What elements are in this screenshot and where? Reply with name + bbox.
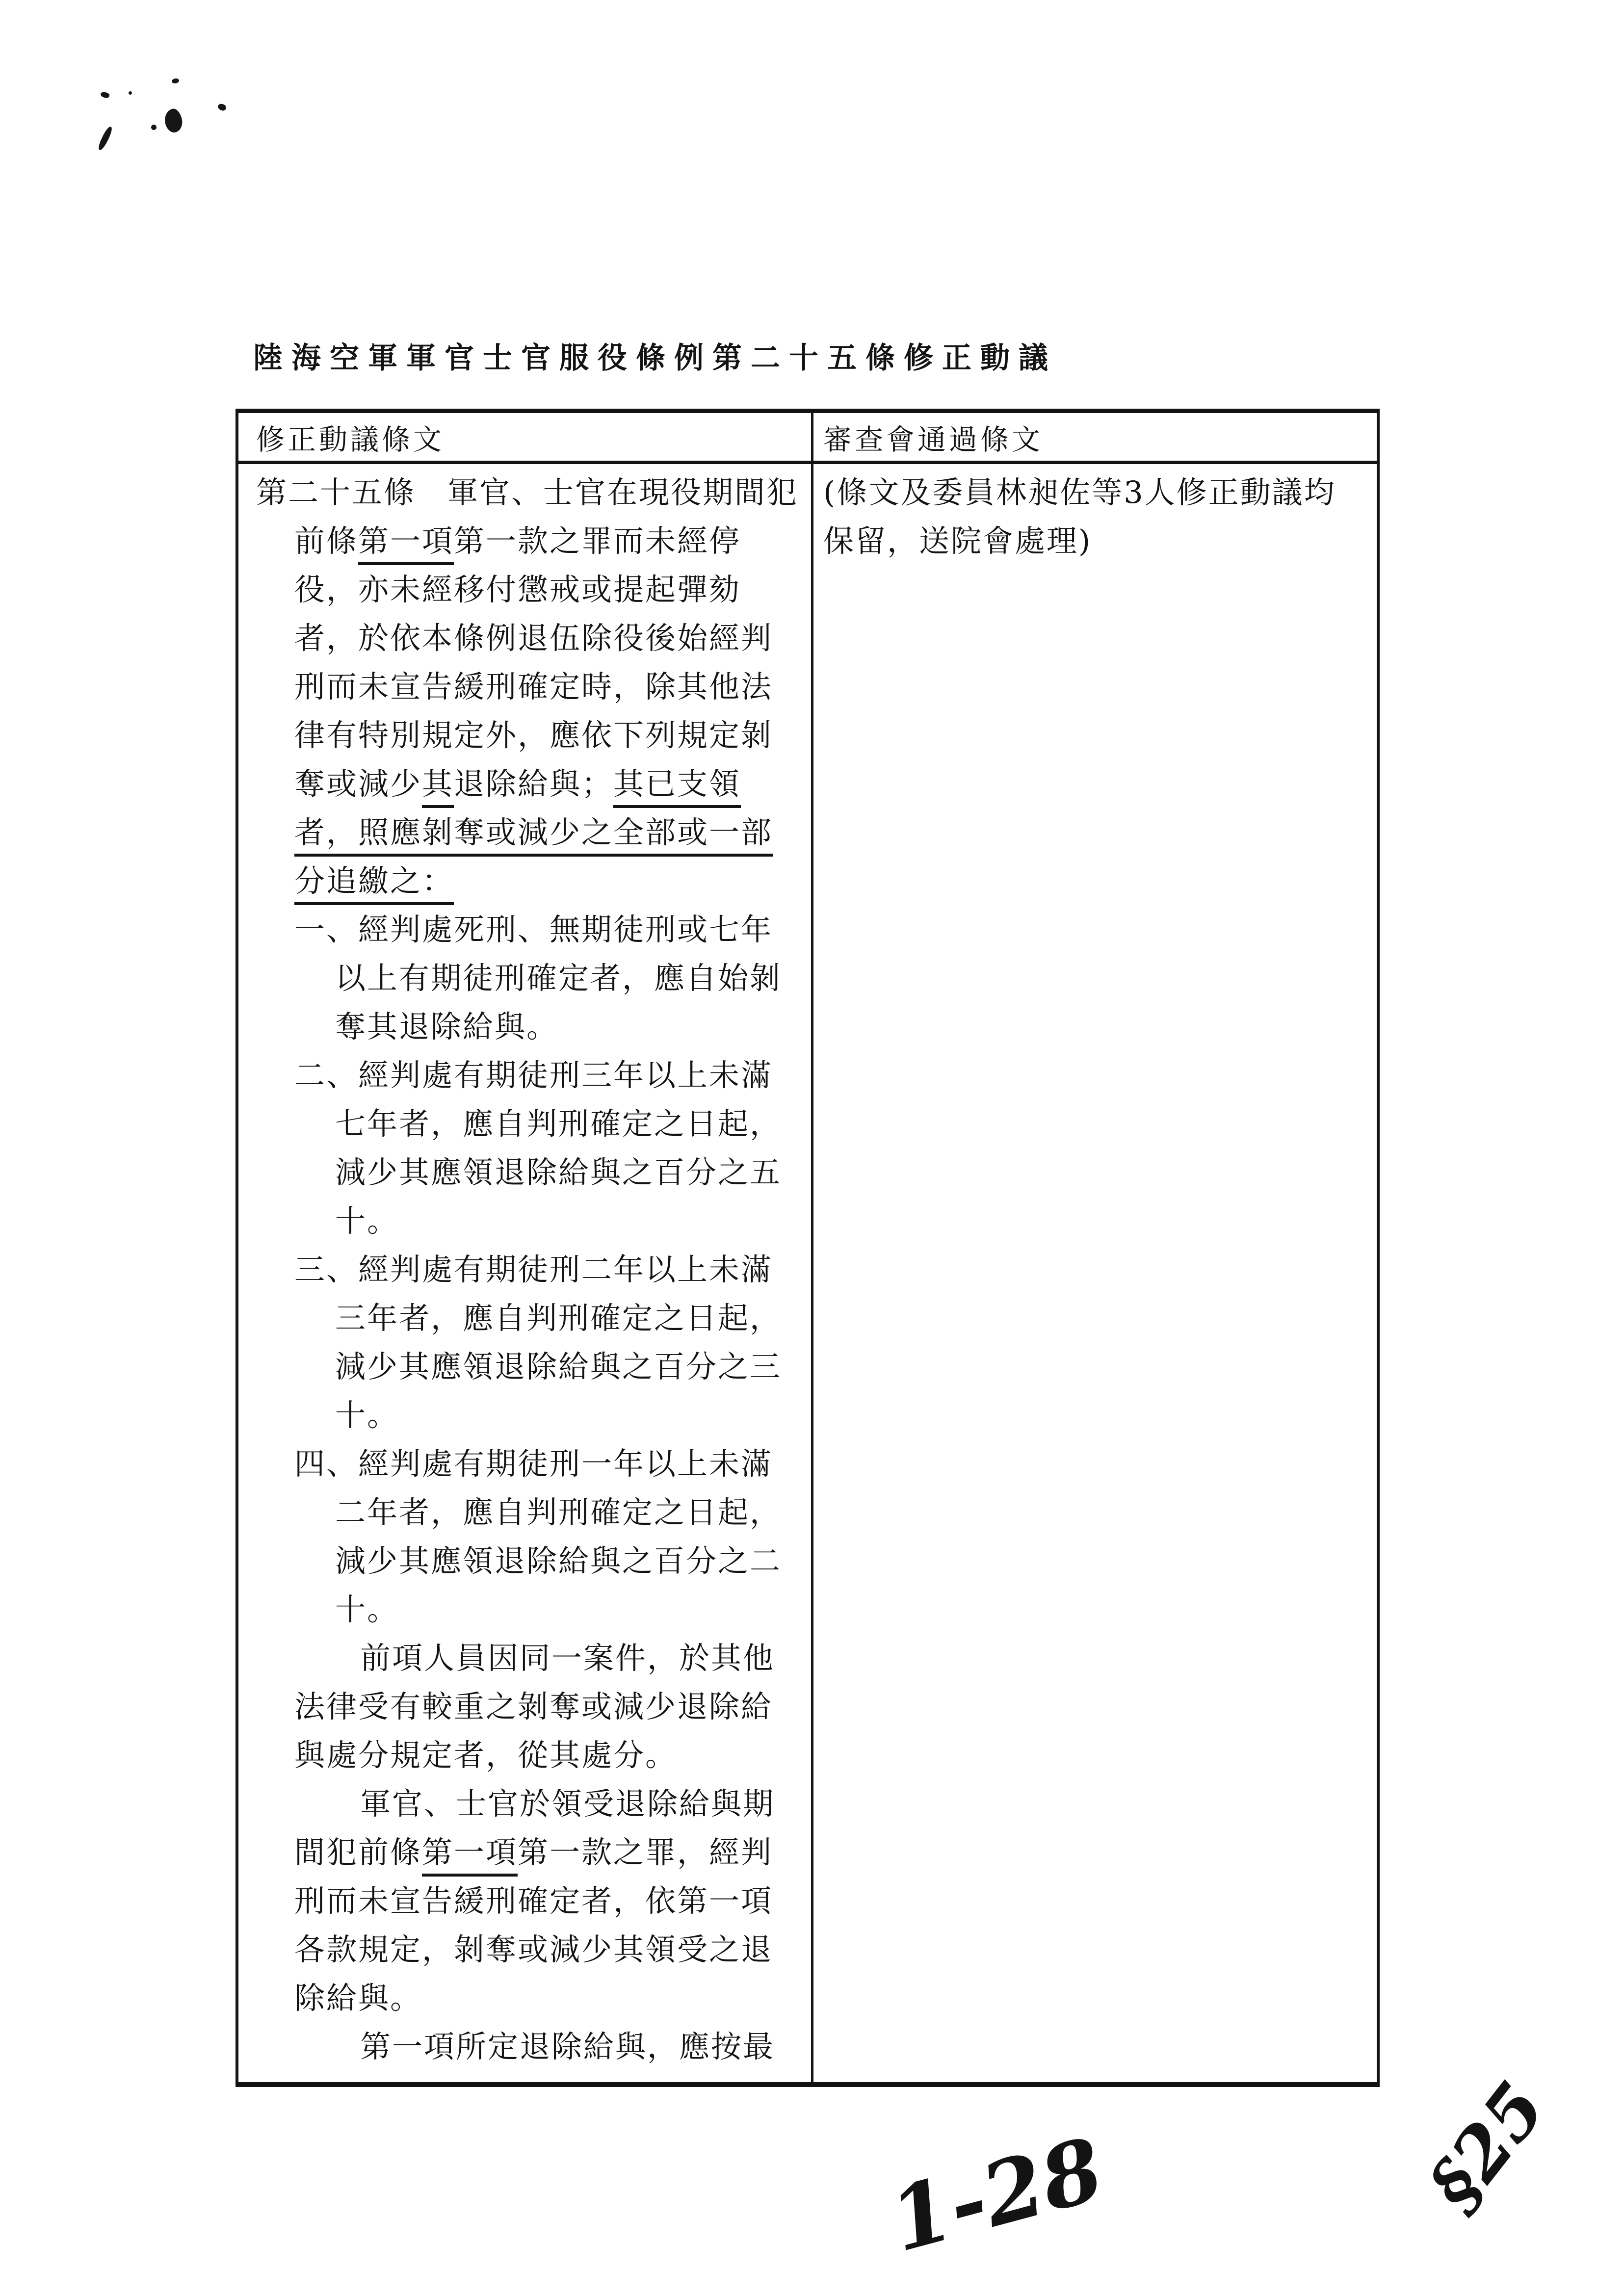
left-column — [238, 464, 813, 2082]
text-segment: 役，亦未經移付懲戒或提起彈劾 — [294, 572, 741, 607]
text-segment: 奪其退除給與。 — [335, 1009, 559, 1044]
document-line — [294, 1731, 811, 1779]
text-segment: 減少其應領退除給與之百分之二 — [335, 1543, 782, 1579]
text-segment: 刑而未宣告緩刑確定時，除其他法 — [294, 669, 773, 704]
right-column — [813, 464, 1377, 2082]
table-header-left: 修正動議條文 — [238, 413, 813, 461]
document-line — [294, 1925, 811, 1974]
document-line — [335, 1585, 811, 1634]
text-segment: 三年者，應自判刑確定之日起， — [335, 1300, 782, 1336]
document-line — [294, 517, 811, 565]
text-segment: 以上有期徒刑確定者，應自始剝 — [335, 960, 782, 996]
text-segment: 法律受有較重之剝奪或減少退除給 — [294, 1689, 773, 1724]
document-line — [335, 1148, 811, 1197]
document-line: 保留，送院會處理) — [823, 523, 1092, 559]
text-segment: 第一款之罪而未經停 — [454, 523, 741, 559]
document-line — [294, 1245, 811, 1294]
table-header-row — [238, 413, 1377, 464]
underlined-text: 第一項 — [358, 523, 454, 565]
table-body-row — [238, 464, 1377, 2082]
text-segment: 刑而未宣告緩刑確定者，依第一項 — [294, 1883, 773, 1919]
document-line — [335, 1197, 811, 1245]
underlined-text: 者，照應剝奪或減少之全部或一部 — [294, 814, 773, 857]
ink-smudge — [171, 78, 180, 84]
handwritten-page-number: 1-28 — [879, 2118, 1114, 2272]
text-segment: 三、經判處有期徒刑二年以上未滿 — [294, 1252, 773, 1287]
document-line — [294, 857, 811, 905]
document-line — [335, 1342, 811, 1391]
underlined-text: 其 — [422, 766, 454, 808]
document-line: (條文及委員林昶佐等3人修正動議均 — [823, 474, 1336, 510]
text-segment: 一、經判處死刑、無期徒刑或七年 — [294, 912, 773, 947]
text-segment: 退除給與； — [454, 766, 614, 802]
text-segment: 十。 — [335, 1397, 399, 1433]
document-line — [256, 468, 811, 517]
text-segment: 第二十五條 軍官、士官在現役期間犯 — [256, 474, 799, 510]
document-line — [294, 1439, 811, 1488]
document-line — [294, 1974, 811, 2022]
underlined-text: 分追繳之： — [294, 863, 454, 905]
document-line — [335, 1488, 811, 1537]
text-segment: 律有特別規定外，應依下列規定剝 — [294, 717, 773, 753]
ink-smudge — [162, 107, 185, 134]
document-line — [335, 1099, 811, 1148]
ink-smudge — [100, 91, 110, 99]
document-line — [360, 1779, 811, 1828]
text-segment: 減少其應領退除給與之百分之三 — [335, 1349, 782, 1384]
text-segment: 第一款之罪，經判 — [518, 1834, 773, 1870]
document-line — [294, 662, 811, 711]
text-segment: 減少其應領退除給與之百分之五 — [335, 1154, 782, 1190]
document-line — [335, 1391, 811, 1439]
document-line — [294, 759, 811, 808]
text-segment: 十。 — [335, 1592, 399, 1627]
document-line — [335, 1002, 811, 1051]
document-line — [294, 808, 811, 857]
document-line — [335, 1537, 811, 1585]
ink-smudge — [217, 103, 227, 112]
ink-smudge — [151, 125, 157, 130]
table-header-right: 審查會通過條文 — [823, 422, 1044, 456]
document-line — [294, 905, 811, 954]
ink-smudge — [129, 91, 132, 95]
text-segment: 各款規定，剝奪或減少其領受之退 — [294, 1931, 773, 1967]
text-segment: 除給與。 — [294, 1980, 422, 2016]
underlined-text: 其已支領 — [613, 766, 741, 808]
document-line — [294, 565, 811, 614]
amendment-comparison-table — [236, 409, 1380, 2087]
underlined-text: 第一項 — [422, 1834, 518, 1877]
document-line — [294, 1877, 811, 1925]
text-segment: 前項人員因同一案件，於其他 — [360, 1640, 775, 1676]
text-segment: 第一項所定退除給與，應按最 — [360, 2029, 775, 2064]
document-line — [335, 954, 811, 1002]
text-segment: 二、經判處有期徒刑三年以上未滿 — [294, 1057, 773, 1093]
document-line — [294, 1682, 811, 1731]
text-segment: 十。 — [335, 1203, 399, 1239]
document-line — [294, 1051, 811, 1099]
text-segment: 間犯前條 — [294, 1834, 422, 1870]
text-segment: 二年者，應自判刑確定之日起， — [335, 1494, 782, 1530]
text-segment: 奪或減少 — [294, 766, 422, 802]
text-segment: 軍官、士官於領受退除給與期 — [360, 1786, 775, 1822]
handwritten-corner-mark: §25 — [1412, 2067, 1562, 2226]
text-segment: 者，於依本條例退伍除役後始經判 — [294, 620, 773, 656]
document-line — [294, 1828, 811, 1877]
document-line — [360, 1634, 811, 1682]
text-segment: 與處分規定者，從其處分。 — [294, 1737, 678, 1773]
text-segment: 四、經判處有期徒刑一年以上未滿 — [294, 1446, 773, 1482]
text-segment: 七年者，應自判刑確定之日起， — [335, 1106, 782, 1142]
ink-smudge — [97, 126, 113, 151]
text-segment: 前條 — [294, 523, 359, 559]
document-line — [335, 1294, 811, 1342]
document-line — [294, 614, 811, 662]
document-line — [294, 711, 811, 759]
document-line — [360, 2022, 811, 2071]
page-title: 陸海空軍軍官士官服役條例第二十五條修正動議 — [253, 341, 1057, 375]
